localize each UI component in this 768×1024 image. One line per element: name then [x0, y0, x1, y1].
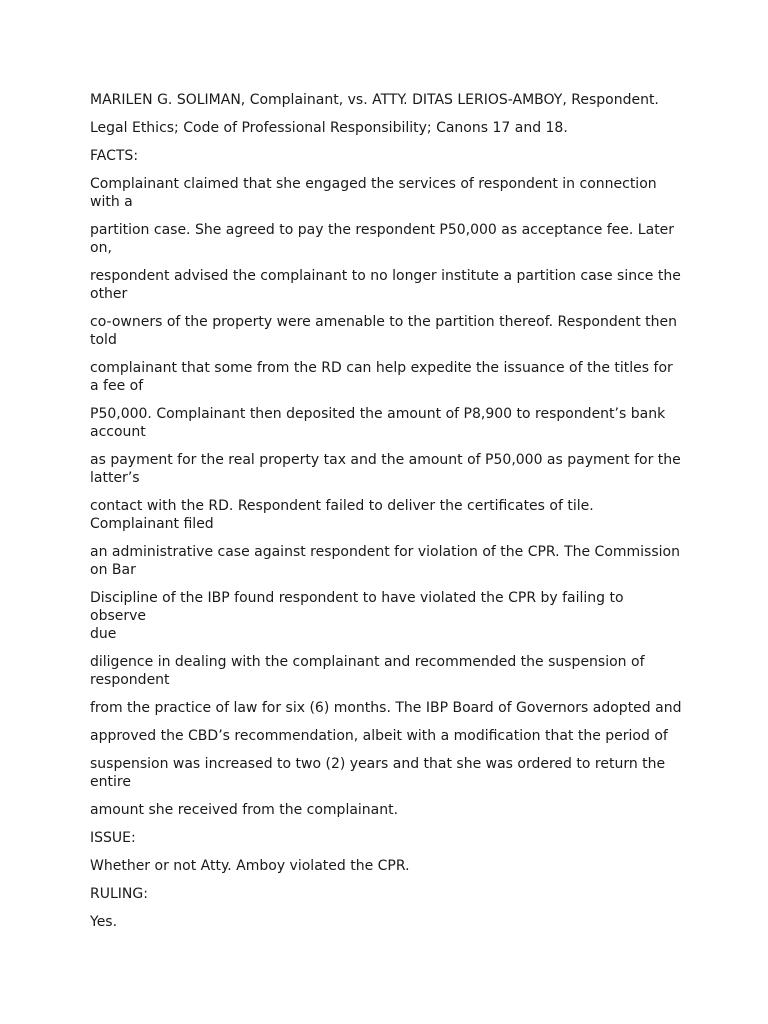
- paragraph-1: [90, 119, 682, 137]
- paragraph-13: [90, 653, 682, 689]
- text-line: as payment for the real property tax and the amount of P50,000 as payment for the: [90, 452, 681, 468]
- text-line: an administrative case against respondent for violation of the CPR. The Commission: [90, 544, 680, 560]
- text-line: P50,000. Complainant then deposited the amount of P8,900 to respondent’s bank: [90, 406, 666, 422]
- text-line: complainant that some from the RD can help expedite the issuance of the titles for: [90, 360, 673, 376]
- paragraph-6: [90, 313, 682, 349]
- text-line: contact with the RD. Respondent failed to deliver the certificates of tile.: [90, 498, 594, 514]
- text-line: amount she received from the complainant.: [90, 802, 399, 818]
- text-line: a fee of: [90, 378, 144, 394]
- paragraph-14: [90, 699, 682, 717]
- text-line: co-owners of the property were amenable to the partition thereof. Respondent then: [90, 314, 677, 330]
- text-line: respondent advised the complainant to no longer institute a partition case since the: [90, 268, 681, 284]
- text-line: approved the CBD’s recommendation, albeit with a modification that the period of: [90, 728, 668, 744]
- text-line: suspension was increased to two (2) years and that she was ordered to return the: [90, 756, 666, 772]
- text-line: RULING:: [90, 886, 148, 902]
- text-line: ISSUE:: [90, 830, 136, 846]
- text-line: on Bar: [90, 562, 136, 578]
- paragraph-18: [90, 829, 682, 847]
- text-line: FACTS:: [90, 148, 139, 164]
- paragraph-17: [90, 801, 682, 819]
- paragraph-0: [90, 91, 682, 109]
- text-line: respondent: [90, 672, 170, 688]
- text-line: Legal Ethics; Code of Professional Responsibility; Canons 17 and 18.: [90, 120, 568, 136]
- paragraph-15: [90, 727, 682, 745]
- text-line: MARILEN G. SOLIMAN, Complainant, vs. ATTY. DITAS LERIOS-AMBOY, Respondent.: [90, 92, 659, 108]
- text-line: other: [90, 286, 128, 302]
- text-line: diligence in dealing with the complainant and recommended the suspension of: [90, 654, 645, 670]
- text-line: Yes.: [90, 914, 118, 930]
- paragraph-11: [90, 543, 682, 579]
- paragraph-7: [90, 359, 682, 395]
- paragraph-19: [90, 857, 682, 875]
- text-line: from the practice of law for six (6) months. The IBP Board of Governors adopted and: [90, 700, 682, 716]
- document-body: [90, 91, 682, 941]
- paragraph-3: [90, 175, 682, 211]
- paragraph-10: [90, 497, 682, 533]
- paragraph-2: [90, 147, 682, 165]
- text-line: Discipline of the IBP found respondent to have violated the CPR by failing to observe: [90, 590, 624, 624]
- paragraph-21: [90, 913, 682, 931]
- paragraph-16: [90, 755, 682, 791]
- text-line: with a: [90, 194, 133, 210]
- text-line: partition case. She agreed to pay the respondent P50,000 as acceptance fee. Later: [90, 222, 675, 238]
- paragraph-9: [90, 451, 682, 487]
- text-line: Complainant filed: [90, 516, 214, 532]
- text-line: Whether or not Atty. Amboy violated the CPR.: [90, 858, 410, 874]
- paragraph-4: [90, 221, 682, 257]
- text-line: on,: [90, 240, 112, 256]
- paragraph-20: [90, 885, 682, 903]
- text-line: entire: [90, 774, 131, 790]
- text-line: told: [90, 332, 117, 348]
- text-line: due: [90, 626, 117, 642]
- text-line: Complainant claimed that she engaged the services of respondent in connection: [90, 176, 657, 192]
- text-line: account: [90, 424, 146, 440]
- text-line: latter’s: [90, 470, 140, 486]
- paragraph-5: [90, 267, 682, 303]
- paragraph-12: [90, 589, 682, 643]
- paragraph-8: [90, 405, 682, 441]
